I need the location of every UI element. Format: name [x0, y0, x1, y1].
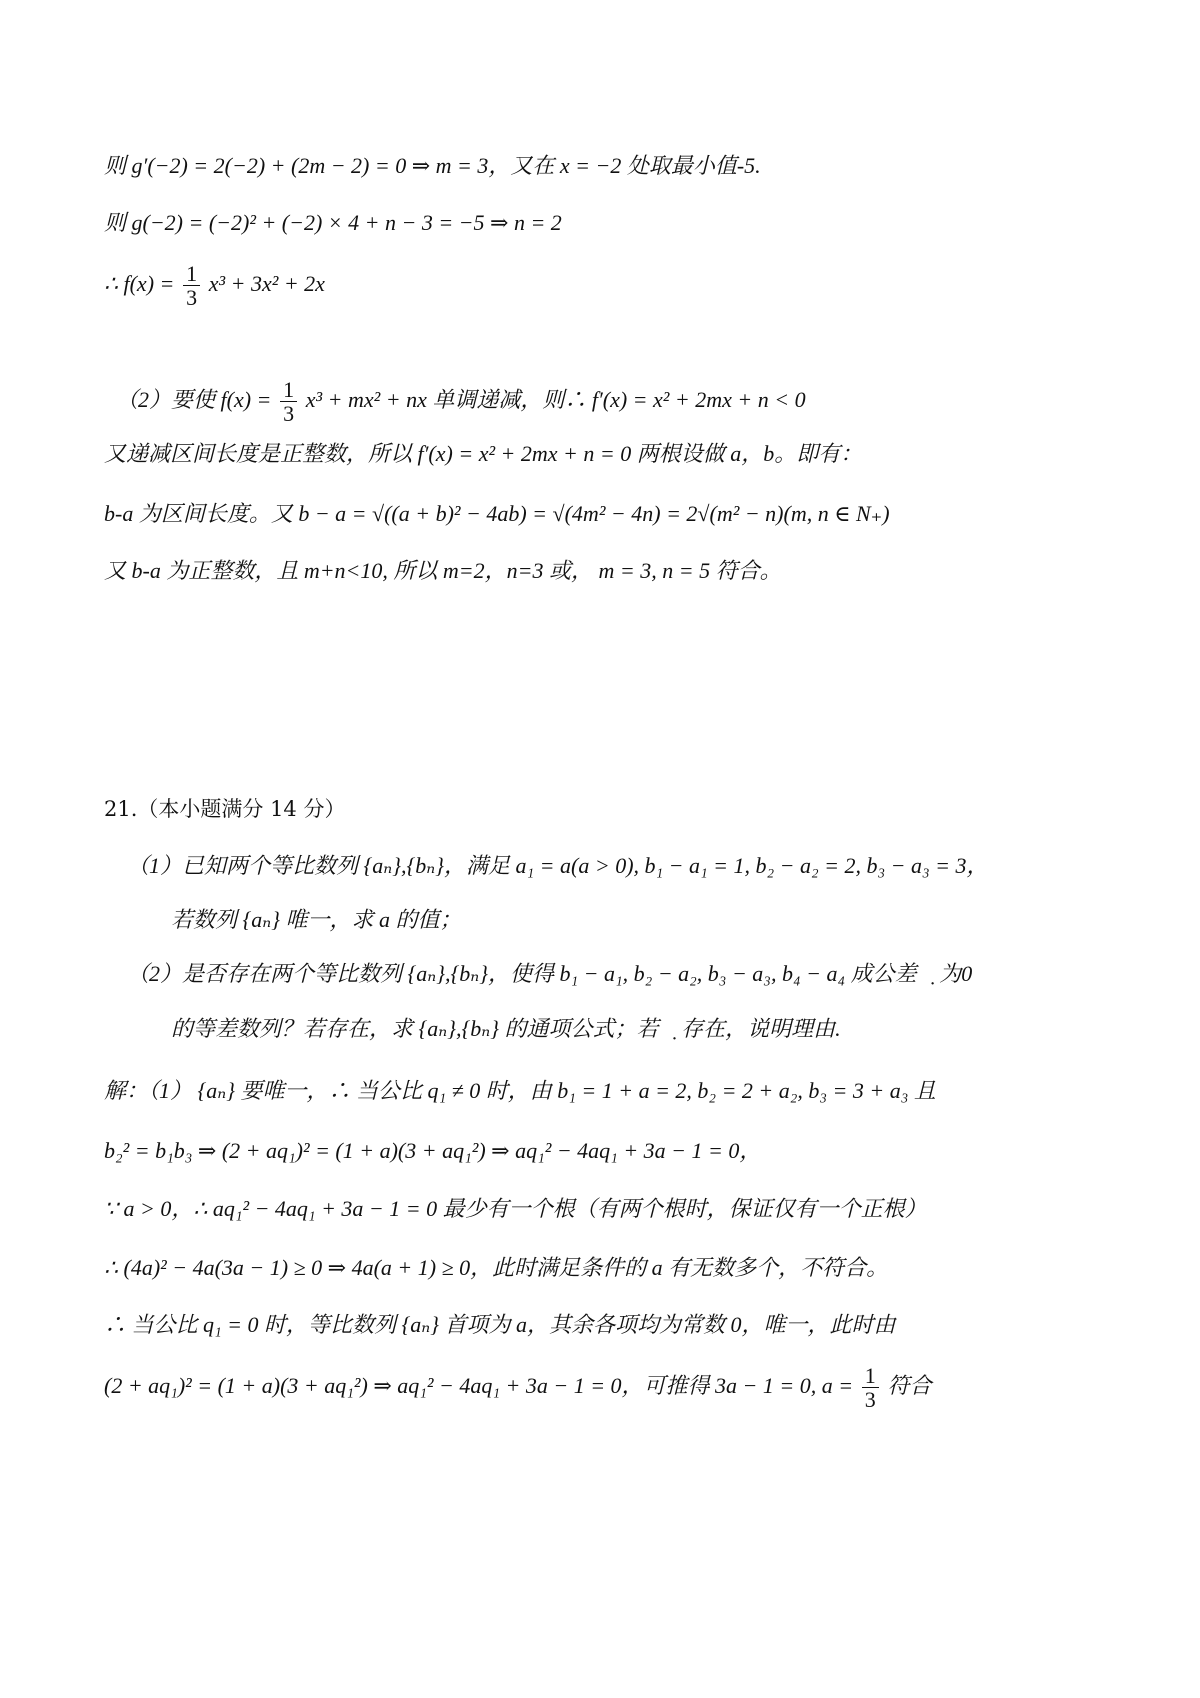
question-21-part1 — [127, 852, 988, 880]
solution-21-result — [104, 1356, 931, 1416]
formula-text: 则 g′(−2) = 2(−2) + (2m − 2) = 0 ⇒ m = 3，又在 x = −2 处取最小值-5. — [104, 153, 761, 178]
solution-21-start — [104, 1077, 936, 1105]
formula-text: 若数列 {aₙ} 唯一，求 a 的值； — [171, 907, 462, 932]
fraction — [183, 262, 200, 309]
question-21-part1-ask — [171, 906, 462, 934]
solution-21-discriminant — [104, 1254, 888, 1282]
part2-conclusion — [104, 557, 782, 585]
part2-roots-line — [104, 440, 862, 468]
formula-text: 则 g(−2) = (−2)² + (−2) × 4 + n − 3 = −5 ⇒ n = 2 — [104, 210, 562, 235]
formula-text: x³ + mx² + nx 单调递减，则∴ f′(x) = x² + 2mx + n < 0 — [305, 387, 806, 412]
solution-line-derivative-g — [104, 152, 761, 180]
part2-interval-length — [104, 500, 890, 528]
fraction-denominator: 3 — [864, 1387, 876, 1412]
fraction-numerator: 1 — [862, 1364, 879, 1388]
part2-monotonic-condition — [116, 370, 806, 430]
question-21-heading — [104, 795, 345, 823]
formula-text: 符合 — [887, 1373, 932, 1398]
formula-text: 的等差数列？若存在，求 {aₙ},{bₙ} 的通项公式；若不̣ 存在，说明理由. — [171, 1016, 841, 1041]
formula-text: （2）要使 f(x) = — [116, 387, 272, 412]
formula-text: x³ + 3x² + 2x — [208, 271, 325, 296]
solution-line-g-value — [104, 209, 562, 237]
formula-text: b-a 为区间长度。又 b − a = √((a + b)² − 4ab) = √(4m² − 4n) = 2√(m² − n)(m, n ∈ N₊) — [104, 501, 890, 526]
formula-text: ∴ 当公比 q₁ = 0 时，等比数列 {aₙ} 首项为 a，其余各项均为常数 0，唯一，此时由 — [104, 1312, 896, 1337]
fraction — [862, 1364, 879, 1411]
formula-text: (2 + aq₁)² = (1 + a)(3 + aq₁²) ⇒ aq₁² − 4aq₁ + 3a − 1 = 0，可推得 3a − 1 = 0, a = — [104, 1373, 854, 1398]
fraction-numerator: 1 — [183, 262, 200, 286]
solution-21-quadratic — [104, 1137, 761, 1165]
solution-line-f-expression — [104, 254, 325, 314]
formula-text: 又 b-a 为正整数，且 m+n<10, 所以 m=2，n=3 或， m = 3, n = 5 符合。 — [104, 558, 782, 583]
fraction-denominator: 3 — [186, 285, 198, 310]
formula-text: 又递减区间长度是正整数，所以 f′(x) = x² + 2mx + n = 0 两根设做 a，b。即有： — [104, 441, 863, 466]
formula-text: ∴ (4a)² − 4a(3a − 1) ≥ 0 ⇒ 4a(a + 1) ≥ 0，此时满足条件的 a 有无数多个，不符合。 — [104, 1255, 889, 1280]
formula-text: b₂² = b₁b₃ ⇒ (2 + aq₁)² = (1 + a)(3 + aq₁²) ⇒ aq₁² − 4aq₁ + 3a − 1 = 0， — [104, 1138, 762, 1163]
formula-text: （2）是否存在两个等比数列 {aₙ},{bₙ}，使得 b₁ − a₁, b₂ − a₂, b₃ − a₃, b₄ − a₄ 成公差不̣ 为0 — [127, 961, 973, 986]
fraction — [280, 378, 297, 425]
solution-21-root-condition — [104, 1195, 927, 1223]
formula-text: （1）已知两个等比数列 {aₙ},{bₙ}，满足 a₁ = a(a > 0), b₁ − a₁ = 1, b₂ − a₂ = 2, b₃ − a₃ = 3， — [127, 853, 989, 878]
fraction-numerator: 1 — [280, 378, 297, 402]
formula-text: 解：（1） {aₙ} 要唯一，∴ 当公比 q₁ ≠ 0 时，由 b₁ = 1 + a = 2, b₂ = 2 + a₂, b₃ = 3 + a₃ 且 — [104, 1078, 936, 1103]
formula-text: ∵ a > 0，∴ aq₁² − 4aq₁ + 3a − 1 = 0 最少有一个根（有两个根时，保证仅有一个正根） — [104, 1196, 927, 1221]
solution-21-zero-ratio — [104, 1311, 896, 1339]
question-21-part2 — [127, 960, 972, 988]
fraction-denominator: 3 — [283, 401, 295, 426]
question-21-part2-ask — [171, 1015, 841, 1043]
formula-text: ∴ f(x) = — [104, 271, 175, 296]
question-heading-text: 21.（本小题满分 14 分） — [104, 797, 346, 821]
